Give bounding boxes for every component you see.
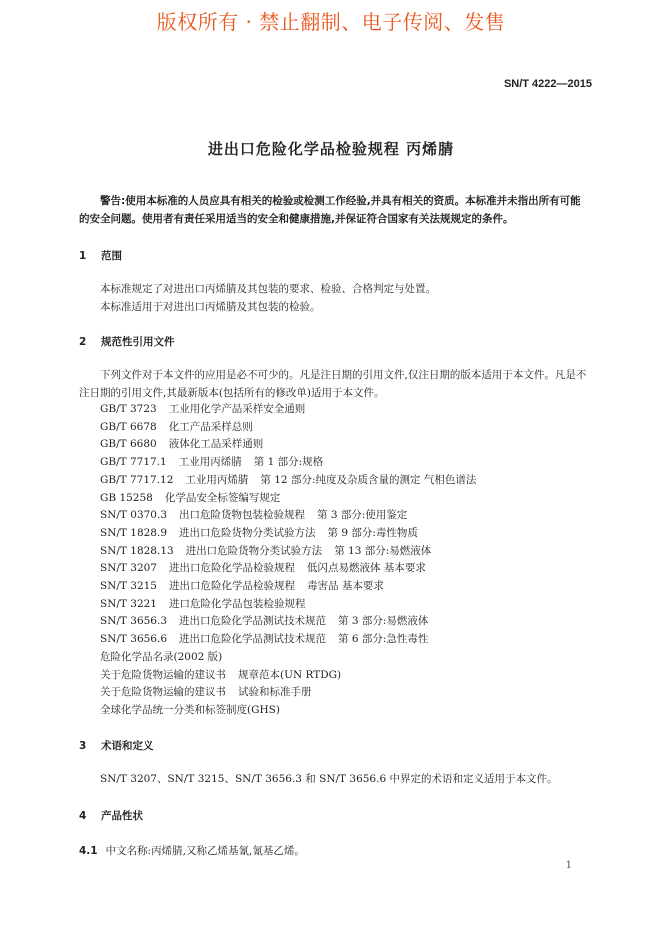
- section-number: 3: [79, 740, 87, 752]
- reference-item: [100, 631, 476, 649]
- reference-item: [100, 419, 476, 437]
- subclause-text: 中文名称:丙烯腈,又称乙烯基氰,氰基乙烯。: [105, 845, 305, 857]
- reference-item: [100, 702, 476, 720]
- reference-item: [100, 649, 476, 667]
- document-number: SN/T 4222—2015: [503, 78, 592, 90]
- reference-code: SN/T 3207: [100, 562, 157, 575]
- reference-title: 进口危险化学品包装检验规程: [168, 597, 306, 610]
- watermark-banner: 版权所有 · 禁止翻制、电子传阅、发售: [156, 10, 506, 34]
- reference-code: SN/T 3221: [100, 597, 157, 610]
- reference-title: 化工产品采样总则: [168, 420, 253, 433]
- reference-part: 第 9 部分:毒性物质: [327, 526, 418, 539]
- reference-code: SN/T 1828.13: [100, 544, 174, 557]
- reference-title: 工业用化学产品采样安全通则: [168, 403, 306, 415]
- scope-line-2: 本标准适用于对进出口丙烯腈及其包装的检验。: [100, 301, 321, 313]
- section-number: 2: [79, 336, 87, 348]
- reference-title: 进出口危险化学品检验规程: [168, 562, 295, 575]
- reference-code: GB/T 6680: [100, 438, 157, 451]
- document-title: 进出口危险化学品检验规程 丙烯腈: [207, 140, 455, 158]
- reference-title: 进出口危险化学品测试技术规范: [179, 633, 326, 646]
- reference-item: [100, 401, 476, 419]
- reference-title: 进出口危险货物分类试验方法: [179, 526, 316, 539]
- reference-code: 关于危险货物运输的建议书: [100, 668, 226, 681]
- reference-item: [100, 472, 476, 490]
- reference-title: 液体化工品采样通则: [168, 438, 264, 451]
- section-heading-terms: [79, 738, 154, 753]
- section-heading-product: [79, 808, 143, 823]
- section-heading-normative: [79, 334, 175, 349]
- reference-item: [100, 436, 476, 454]
- reference-title: 规章范本(UN RTDG): [238, 668, 342, 681]
- reference-code: SN/T 1828.9: [100, 526, 167, 539]
- reference-part: 毒害品 基本要求: [306, 580, 384, 593]
- reference-item: [100, 507, 476, 525]
- page-number: 1: [565, 860, 572, 871]
- reference-part: 第 6 部分:急性毒性: [338, 633, 429, 646]
- normative-intro: 下列文件对于本文件的应用是必不可少的。凡是注日期的引用文件,仅注日期的版本适用于本文件。凡是不注日期的引用文件,其最新版本(包括所有的修改单)适用于本文件。: [79, 369, 587, 399]
- reference-item: [100, 454, 476, 472]
- reference-part: 第 3 部分:使用鉴定: [317, 509, 408, 522]
- terms-paragraph: SN/T 3207、SN/T 3215、SN/T 3656.3 和 SN/T 3656.6 中界定的术语和定义适用于本文件。: [100, 773, 558, 785]
- reference-code: 全球化学品统一分类和标签制度(GHS): [100, 703, 280, 716]
- reference-item: [100, 490, 476, 508]
- scope-line-1: 本标准规定了对进出口丙烯腈及其包装的要求、检验、合格判定与处置。: [100, 283, 436, 295]
- reference-item: [100, 596, 476, 614]
- reference-title: 进出口危险化学品检验规程: [168, 580, 295, 593]
- reference-item: [100, 578, 476, 596]
- reference-title: 试验和标准手册: [238, 686, 312, 699]
- section-title: 产品性状: [101, 810, 143, 822]
- reference-code: GB/T 7717.12: [100, 473, 174, 486]
- reference-code: 危险化学品名录(2002 版): [100, 650, 223, 663]
- reference-code: 关于危险货物运输的建议书: [100, 686, 226, 699]
- reference-item: [100, 543, 476, 561]
- warning-paragraph: 警告:使用本标准的人员应具有相关的检验或检测工作经验,并具有相关的资质。本标准并未指出所有可能的安全问题。使用者有责任采用适当的安全和健康措施,并保证符合国家有关法规规定的条件。: [79, 195, 581, 225]
- reference-part: 第 13 部分:易燃液体: [334, 544, 432, 557]
- section-heading-scope: [79, 248, 122, 263]
- reference-title: 出口危险货物包装检验规程: [179, 509, 305, 522]
- reference-part: 低闪点易燃液体 基本要求: [306, 562, 426, 575]
- reference-item: [100, 613, 476, 631]
- reference-title: 工业用丙烯腈: [178, 456, 242, 469]
- section-title: 术语和定义: [101, 740, 154, 752]
- reference-title: 化学品安全标签编写规定: [164, 491, 281, 504]
- reference-code: SN/T 3656.3: [100, 615, 167, 628]
- reference-part: 第 1 部分:规格: [253, 456, 324, 469]
- reference-code: GB 15258: [100, 491, 153, 504]
- subclause-number: 4.1: [79, 845, 98, 857]
- reference-code: GB/T 6678: [100, 420, 157, 433]
- reference-code: GB/T 7717.1: [100, 456, 167, 469]
- reference-title: 工业用丙烯腈: [185, 473, 249, 486]
- reference-title: 进出口危险化学品测试技术规范: [179, 615, 326, 628]
- reference-item: [100, 684, 476, 702]
- reference-code: SN/T 3215: [100, 580, 157, 593]
- reference-item: [100, 525, 476, 543]
- reference-code: GB/T 3723: [100, 403, 157, 415]
- reference-code: SN/T 3656.6: [100, 633, 167, 646]
- reference-code: SN/T 0370.3: [100, 509, 167, 522]
- reference-list: [100, 401, 476, 720]
- section-number: 4: [79, 810, 87, 822]
- section-title: 范围: [101, 250, 122, 262]
- reference-part: 第 3 部分:易燃液体: [338, 615, 429, 628]
- reference-item: [100, 667, 476, 685]
- section-number: 1: [79, 250, 87, 262]
- section-title: 规范性引用文件: [101, 336, 175, 348]
- reference-item: [100, 560, 476, 578]
- reference-part: 第 12 部分:纯度及杂质含量的测定 气相色谱法: [260, 473, 477, 486]
- subclause-4-1: [79, 843, 305, 858]
- reference-title: 进出口危险货物分类试验方法: [185, 544, 323, 557]
